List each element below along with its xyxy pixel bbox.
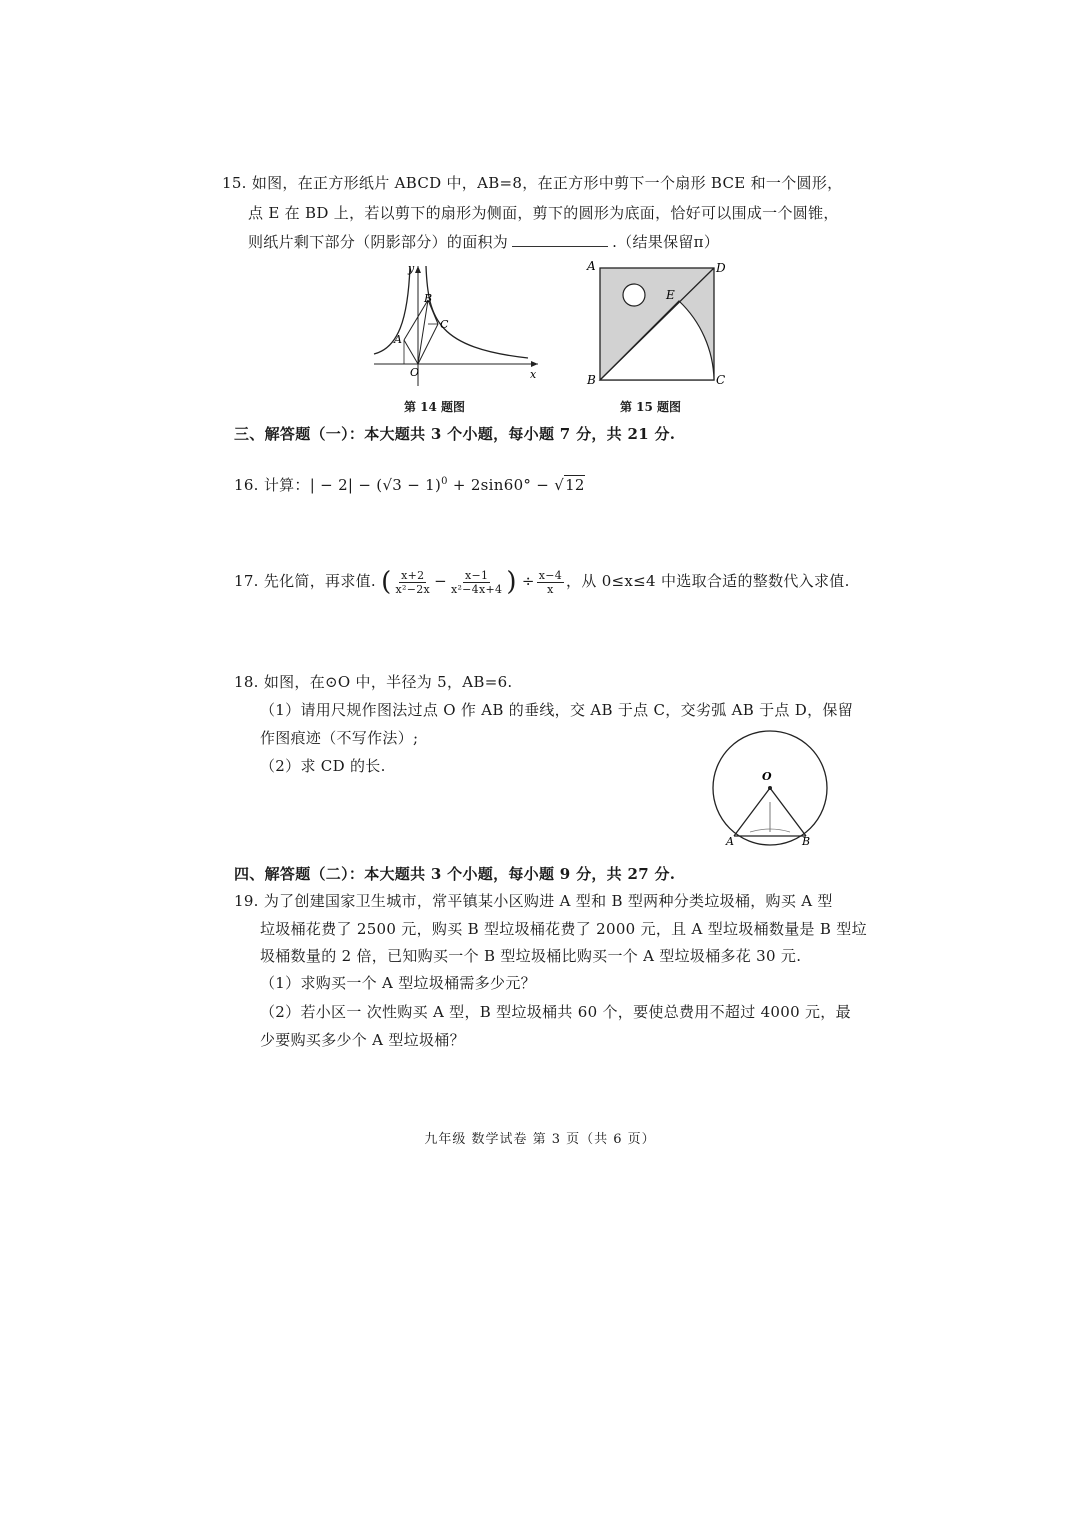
section-3-heading: 三、解答题（一）：本大题共 3 个小题，每小题 7 分，共 21 分. — [234, 425, 676, 443]
figure-15-caption: 第 15 题图 — [620, 400, 682, 414]
q15-line3-suffix: .（结果保留π） — [612, 233, 720, 251]
q16-sqrt-value: 12 — [565, 476, 585, 494]
q17-f3-numerator: x−4 — [538, 568, 563, 582]
q15-line1: 15. 如图，在正方形纸片 ABCD 中，AB=8，在正方形中剪下一个扇形 BCE 和一个圆形， — [222, 174, 843, 192]
q17-f3-denominator: x — [547, 582, 554, 596]
q19-line6: 少要购买多少个 A 型垃圾桶？ — [260, 1031, 465, 1049]
q15-line2: 点 E 在 BD 上，若以剪下的扇形为侧面，剪下的圆形为底面，恰好可以围成一个圆锥， — [248, 204, 839, 222]
fig15-label-c: C — [716, 373, 726, 387]
section-4-heading: 四、解答题（二）：本大题共 3 个小题，每小题 9 分，共 27 分. — [234, 865, 676, 883]
q18-line3: 作图痕迹（不写作法）; — [260, 729, 419, 747]
q17-line — [234, 566, 850, 596]
q17-fraction-3 — [537, 569, 564, 596]
q16-part2: (√3 − 1) — [376, 476, 442, 494]
fig15-label-b: B — [587, 373, 596, 387]
fig14-label-x: x — [530, 368, 537, 381]
q16-part1: | − 2| − — [309, 476, 377, 494]
q17-fraction-1 — [394, 569, 433, 596]
fig18-label-a: A — [726, 835, 734, 848]
q17-suffix: ，从 0≤x≤4 中选取合适的整数代入求值. — [566, 572, 850, 590]
q18-line4: （2）求 CD 的长. — [260, 757, 386, 775]
fig15-label-d: D — [716, 261, 726, 275]
page-footer: 九年级 数学试卷 第 3 页（共 6 页） — [424, 1132, 656, 1147]
q16-part3: + 2sin60° − — [447, 476, 555, 494]
fig15-label-a: A — [587, 259, 596, 273]
q18-line2: （1）请用尺规作图法过点 O 作 AB 的垂线，交 AB 于点 C，交劣弧 AB 于点 D，保留 — [260, 701, 853, 719]
answer-blank — [512, 232, 608, 247]
fig14-label-b: B — [424, 292, 433, 305]
q17-right-paren: ) — [506, 567, 517, 597]
q16-exponent: 0 — [441, 476, 448, 487]
fig18-label-o: O — [762, 770, 772, 783]
fig14-label-y: y — [408, 262, 415, 275]
q17-f1-denominator: x²−2x — [395, 582, 431, 596]
q18-line1: 18. 如图，在⊙O 中，半径为 5，AB=6. — [234, 673, 513, 691]
figure-18-circle — [706, 728, 836, 852]
q17-left-paren: ( — [381, 567, 392, 597]
q15-line3-text: 则纸片剩下部分（阴影部分）的面积为 — [248, 233, 509, 251]
q16-prefix: 16. 计算： — [234, 476, 310, 494]
fig14-label-a: A — [394, 333, 402, 346]
q19-line4: （1）求购买一个 A 型垃圾桶需多少元？ — [260, 974, 536, 992]
q17-f2-denominator: x²−4x+4 — [450, 582, 503, 596]
fig15-label-e: E — [666, 288, 675, 302]
figure-15-square — [584, 258, 734, 390]
q17-minus: − — [434, 572, 447, 590]
figure-14-caption: 第 14 题图 — [404, 400, 466, 414]
q15-line3 — [248, 232, 719, 252]
figure-14-graph — [368, 260, 548, 390]
q19-line3: 圾桶数量的 2 倍，已知购买一个 B 型垃圾桶比购买一个 A 型垃圾桶多花 30 元. — [260, 947, 802, 965]
q17-divide: ÷ — [521, 572, 535, 590]
q17-f2-numerator: x−1 — [464, 568, 489, 582]
q17-fraction-2 — [449, 569, 504, 596]
q16-line — [234, 472, 585, 495]
fig18-label-b: B — [802, 835, 811, 848]
fig14-label-c: C — [440, 318, 449, 331]
q19-line5: （2）若小区一 次性购买 A 型，B 型垃圾桶共 60 个，要使总费用不超过 4000 元，最 — [260, 1003, 851, 1021]
q17-prefix: 17. 先化简，再求值. — [234, 572, 376, 590]
q16-sqrt-symbol: √ — [554, 476, 565, 494]
q19-line1: 19. 为了创建国家卫生城市，常平镇某小区购进 A 型和 B 型两种分类垃圾桶，购买 A 型 — [234, 892, 833, 910]
q17-f1-numerator: x+2 — [401, 568, 425, 582]
q19-line2: 垃圾桶花费了 2500 元，购买 B 型垃圾桶花费了 2000 元，且 A 型垃圾桶数量是 B 型垃 — [260, 920, 867, 938]
fig14-label-o: O — [410, 366, 420, 379]
